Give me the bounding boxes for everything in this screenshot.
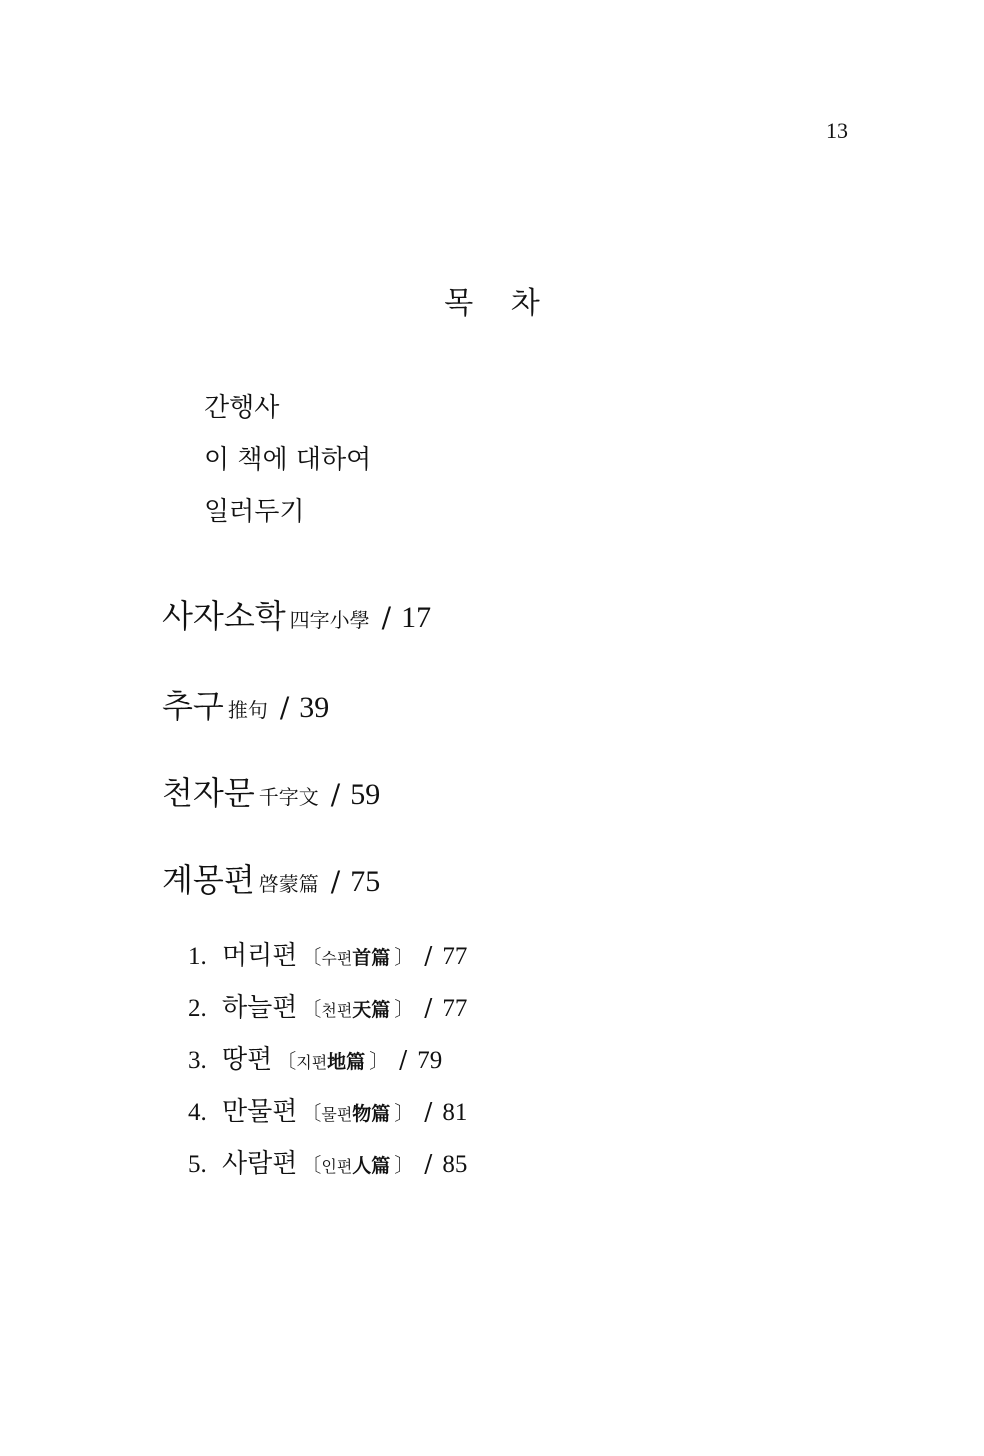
front-matter-list: [204, 388, 371, 544]
section-title-hanja: 物篇: [352, 1103, 391, 1125]
section-title-hanja: 天篇: [352, 999, 391, 1021]
section-reading: 물편: [321, 1105, 353, 1124]
toc-chapter-cheonjamun[interactable]: [162, 774, 381, 812]
chapter-title-hanja: 四字小學: [289, 608, 370, 632]
section-title-korean: 만물편: [222, 1097, 298, 1127]
separator-slash: /: [424, 1098, 433, 1126]
bracket-close: 〕: [394, 1153, 415, 1177]
section-title-hanja: 地篇: [327, 1051, 366, 1073]
bracket-open: 〔: [301, 997, 322, 1021]
bracket-close: 〕: [394, 945, 415, 969]
bracket-close: 〕: [394, 997, 415, 1021]
separator-slash: /: [424, 994, 433, 1022]
section-page-number: 79: [417, 1047, 443, 1074]
chapter-title-korean: 사자소학: [162, 597, 286, 635]
separator-slash: /: [424, 942, 433, 970]
toc-entry-foreword[interactable]: 간행사: [204, 393, 280, 423]
page-number: 13: [826, 118, 848, 143]
toc-entry-notes[interactable]: 일러두기: [204, 497, 305, 527]
section-list: [188, 938, 467, 1198]
section-page-number: 77: [442, 943, 468, 970]
bracket-close: 〕: [394, 1101, 415, 1125]
toc-entry-about-book[interactable]: 이 책에 대하여: [204, 445, 372, 475]
section-number: 4.: [188, 1099, 207, 1126]
section-number: 5.: [188, 1151, 207, 1178]
bracket-open: 〔: [301, 1153, 322, 1177]
section-page-number: 85: [442, 1151, 468, 1178]
chapter-title-hanja: 千字文: [258, 785, 319, 809]
section-reading: 인편: [321, 1157, 353, 1176]
separator-slash: /: [424, 1150, 433, 1178]
page-title: 목 차: [444, 286, 554, 321]
chapter-page-number: 75: [350, 865, 381, 898]
section-page-number: 81: [442, 1099, 468, 1126]
bracket-open: 〔: [301, 1101, 322, 1125]
chapter-title-korean: 계몽편: [162, 861, 255, 899]
separator-slash: /: [330, 865, 341, 898]
section-reading: 지편: [296, 1053, 328, 1072]
section-title-hanja: 人篇: [352, 1155, 391, 1177]
bracket-open: 〔: [276, 1049, 297, 1073]
bracket-close: 〕: [369, 1049, 390, 1073]
chapter-title-korean: 천자문: [162, 774, 255, 812]
toc-section-4[interactable]: [188, 1094, 467, 1146]
toc-section-2[interactable]: [188, 990, 467, 1042]
chapter-title-korean: 추구: [162, 687, 224, 725]
section-title-hanja: 首篇: [352, 947, 391, 969]
toc-chapter-sajasohak[interactable]: [162, 597, 432, 635]
toc-section-5[interactable]: [188, 1146, 467, 1198]
section-number: 2.: [188, 995, 207, 1022]
toc-section-1[interactable]: [188, 938, 467, 990]
section-title-korean: 하늘편: [222, 993, 298, 1023]
chapter-page-number: 17: [401, 601, 432, 634]
section-title-korean: 땅편: [222, 1045, 273, 1075]
bracket-open: 〔: [301, 945, 322, 969]
section-title-korean: 머리편: [222, 941, 298, 971]
chapter-title-hanja: 推句: [227, 698, 268, 722]
chapter-page-number: 59: [350, 778, 381, 811]
section-number: 3.: [188, 1047, 207, 1074]
separator-slash: /: [399, 1046, 408, 1074]
chapter-title-hanja: 啓蒙篇: [258, 872, 319, 896]
separator-slash: /: [279, 691, 290, 724]
section-reading: 천편: [321, 1001, 353, 1020]
toc-chapter-chugu[interactable]: [162, 687, 330, 725]
toc-section-3[interactable]: [188, 1042, 467, 1094]
separator-slash: /: [381, 601, 392, 634]
section-title-korean: 사람편: [222, 1149, 298, 1179]
toc-chapter-gyemongpyeon[interactable]: [162, 861, 381, 899]
section-number: 1.: [188, 943, 207, 970]
section-page-number: 77: [442, 995, 468, 1022]
section-reading: 수편: [321, 949, 353, 968]
separator-slash: /: [330, 778, 341, 811]
chapter-page-number: 39: [299, 691, 330, 724]
